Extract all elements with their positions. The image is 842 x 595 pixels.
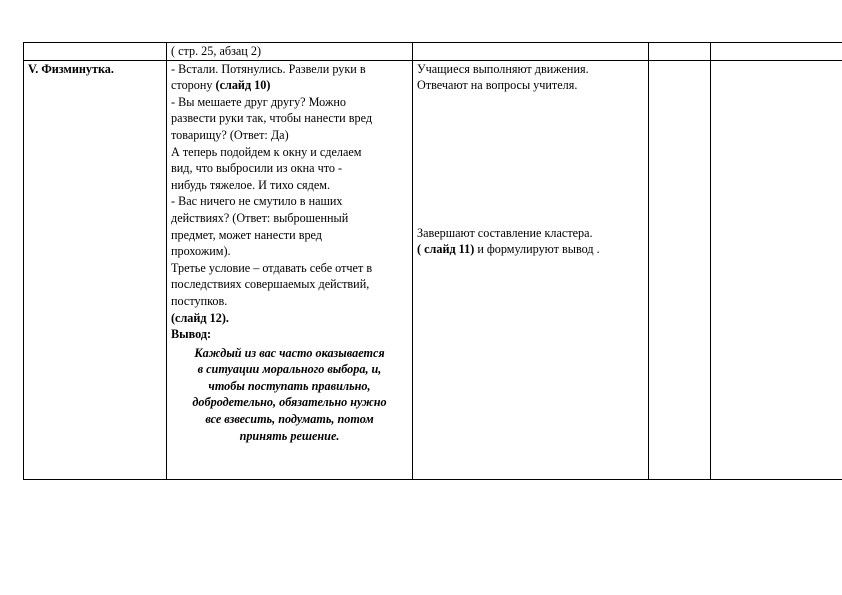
cell-text: ( стр. 25, абзац 2) xyxy=(171,44,262,58)
student-text: и формулируют вывод . xyxy=(474,242,600,257)
teacher-line: поступков. xyxy=(171,293,228,308)
table-cell xyxy=(711,43,842,61)
conclusion-line: Каждый из вас часто оказывается xyxy=(194,345,385,360)
conclusion-line: добродетельно, обязательно нужно xyxy=(192,395,387,410)
slide-ref: ( слайд 11) xyxy=(417,242,475,257)
slide-ref: (слайд 12). xyxy=(171,310,229,325)
table-cell xyxy=(649,43,711,61)
slide-ref: (слайд 10) xyxy=(215,78,271,93)
lesson-plan-table xyxy=(23,42,842,480)
student-line: Отвечают на вопросы учителя. xyxy=(417,78,578,93)
table-cell xyxy=(711,60,842,479)
teacher-line: товарищу? (Ответ: Да) xyxy=(171,127,289,142)
table-row xyxy=(24,60,842,479)
table-row xyxy=(24,43,842,61)
teacher-line: вид, что выбросили из окна что - xyxy=(171,161,343,176)
teacher-line: - Вы мешаете друг другу? Можно xyxy=(171,94,346,109)
teacher-line: А теперь подойдем к окну и сделаем xyxy=(171,144,362,159)
teacher-line xyxy=(171,77,408,94)
stage-title: V. Физминутка. xyxy=(28,61,114,76)
conclusion-line: принять решение. xyxy=(239,428,340,443)
conclusion-line: в ситуации морального выбора, и, xyxy=(197,362,382,377)
teacher-activity-cell xyxy=(167,60,413,479)
teacher-line: последствиях совершаемых действий, xyxy=(171,277,370,292)
table-cell xyxy=(649,60,711,479)
teacher-line: предмет, может нанести вред xyxy=(171,227,323,242)
student-activity-cell xyxy=(413,60,649,479)
teacher-text: сторону xyxy=(171,78,216,93)
student-line: Учащиеся выполняют движения. xyxy=(417,61,589,76)
teacher-line: развести руки так, чтобы нанести вред xyxy=(171,111,373,126)
table-cell xyxy=(167,43,413,61)
student-line: Завершают составление кластера. xyxy=(417,225,593,240)
teacher-line: действиях? (Ответ: выброшенный xyxy=(171,210,349,225)
table-cell xyxy=(413,43,649,61)
conclusion-heading: Вывод: xyxy=(171,327,212,342)
conclusion-text xyxy=(171,345,408,445)
teacher-line: - Вас ничего не смутило в наших xyxy=(171,194,343,209)
table-cell xyxy=(24,43,167,61)
conclusion-line: чтобы поступать правильно, xyxy=(208,378,371,393)
teacher-line: прохожим). xyxy=(171,244,231,259)
conclusion-line: все взвесить, подумать, потом xyxy=(205,412,374,427)
student-line xyxy=(417,241,644,258)
stage-cell xyxy=(24,60,167,479)
teacher-line: - Встали. Потянулись. Развели руки в xyxy=(171,61,366,76)
teacher-line: Третье условие – отдавать себе отчет в xyxy=(171,260,373,275)
teacher-line: нибудь тяжелое. И тихо сядем. xyxy=(171,177,331,192)
